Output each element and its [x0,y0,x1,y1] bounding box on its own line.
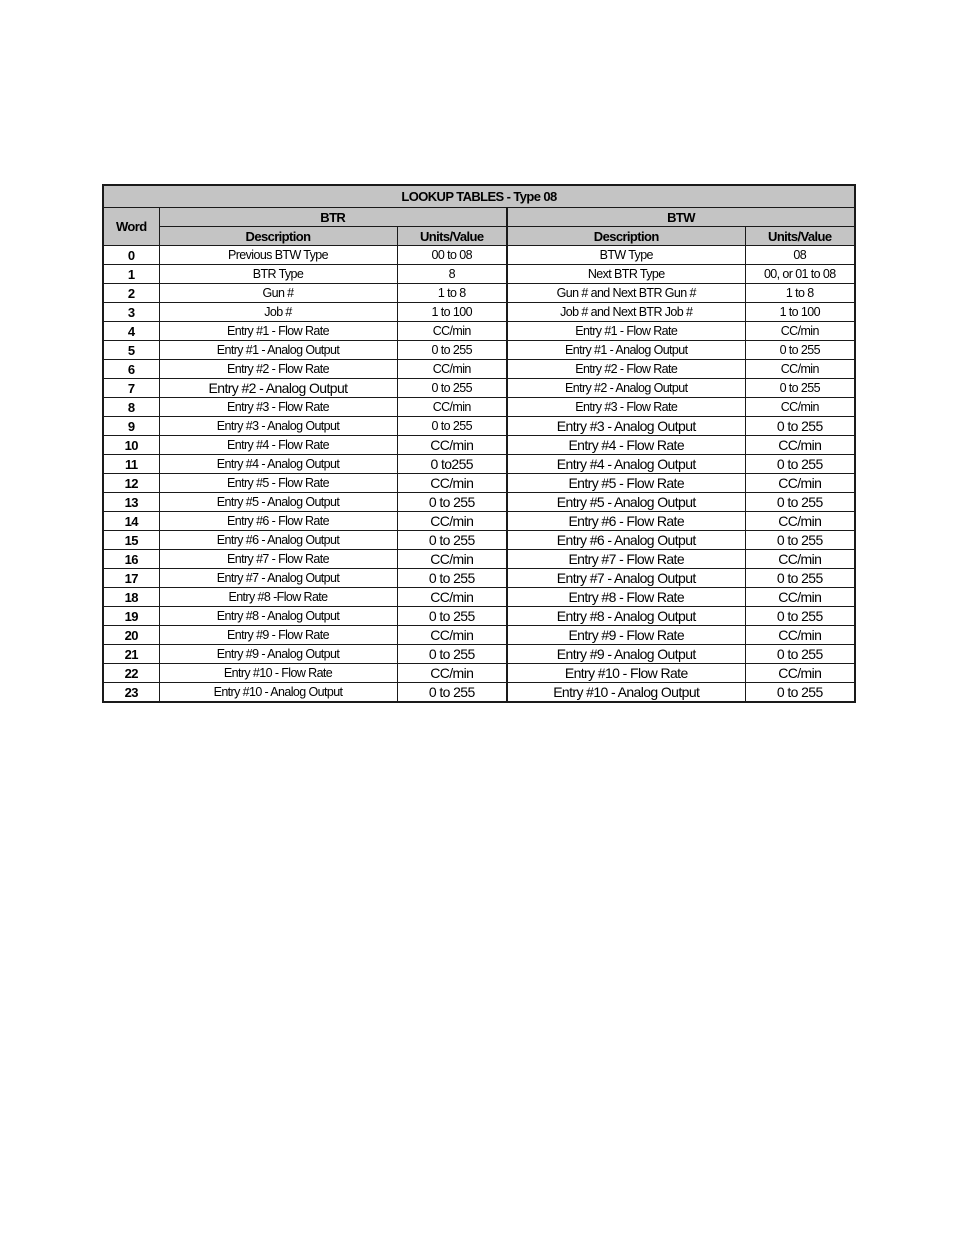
table-row [103,379,855,398]
table-row [103,341,855,360]
btr-description-cell: Job # [159,303,397,322]
btw-description-cell: Entry #10 - Analog Output [507,683,745,703]
btr-description-cell: Entry #6 - Analog Output [159,531,397,550]
btr-units-cell: CC/min [397,398,507,417]
word-cell: 11 [103,455,159,474]
btw-description-cell: Next BTR Type [507,265,745,284]
column-header-row [103,227,855,246]
table-row [103,493,855,512]
btr-description-cell: Entry #1 - Analog Output [159,341,397,360]
btr-description-cell: Entry #3 - Analog Output [159,417,397,436]
btw-description-cell: Entry #6 - Flow Rate [507,512,745,531]
table-row [103,512,855,531]
table-row [103,265,855,284]
table-row [103,455,855,474]
btr-units-cell: CC/min [397,322,507,341]
btr-description-cell: Entry #10 - Flow Rate [159,664,397,683]
btw-units-cell: 08 [745,246,855,265]
btr-description-cell: Entry #7 - Analog Output [159,569,397,588]
word-cell: 12 [103,474,159,493]
btr-description-cell: Entry #9 - Analog Output [159,645,397,664]
table-body [103,246,855,703]
btr-units-cell: 0 to 255 [397,417,507,436]
btr-description-cell: BTR Type [159,265,397,284]
table-row [103,246,855,265]
word-cell: 21 [103,645,159,664]
table-row [103,588,855,607]
btr-description-cell: Entry #8 - Analog Output [159,607,397,626]
table-row [103,626,855,645]
btr-description-cell: Entry #7 - Flow Rate [159,550,397,569]
btw-description-cell: Entry #3 - Flow Rate [507,398,745,417]
btw-description-cell: Entry #2 - Flow Rate [507,360,745,379]
btw-units-cell: 00, or 01 to 08 [745,265,855,284]
table-row [103,284,855,303]
btr-units-cell: 0 to 255 [397,493,507,512]
word-cell: 6 [103,360,159,379]
btr-units-cell: 0 to 255 [397,645,507,664]
table-row [103,569,855,588]
btr-description-cell: Entry #8 -Flow Rate [159,588,397,607]
word-cell: 15 [103,531,159,550]
word-cell: 22 [103,664,159,683]
btr-units-cell: 0 to 255 [397,683,507,703]
btw-units-cell: CC/min [745,360,855,379]
btw-description-cell: Entry #9 - Analog Output [507,645,745,664]
btr-units-cell: CC/min [397,626,507,645]
btr-units-cell: 0 to 255 [397,607,507,626]
btw-description-cell: Entry #3 - Analog Output [507,417,745,436]
btw-description-cell: Entry #1 - Flow Rate [507,322,745,341]
btr-units-cell: CC/min [397,550,507,569]
btw-description-cell: Entry #1 - Analog Output [507,341,745,360]
btw-units-cell: CC/min [745,322,855,341]
btr-description-cell: Entry #9 - Flow Rate [159,626,397,645]
btr-description-cell: Entry #4 - Flow Rate [159,436,397,455]
btr-description-cell: Entry #6 - Flow Rate [159,512,397,531]
btw-description-cell: Entry #4 - Analog Output [507,455,745,474]
btr-description-cell: Entry #2 - Analog Output [159,379,397,398]
btr-units-header: Units/Value [397,227,507,246]
btw-description-cell: Entry #7 - Flow Rate [507,550,745,569]
word-cell: 1 [103,265,159,284]
btr-description-cell: Entry #10 - Analog Output [159,683,397,703]
btw-units-cell: CC/min [745,512,855,531]
btw-description-header: Description [507,227,745,246]
btw-units-cell: CC/min [745,626,855,645]
lookup-table [102,184,856,703]
btw-description-cell: Entry #10 - Flow Rate [507,664,745,683]
btr-units-cell: CC/min [397,664,507,683]
btw-group-header: BTW [507,208,855,227]
btr-description-cell: Entry #2 - Flow Rate [159,360,397,379]
btw-units-cell: CC/min [745,474,855,493]
btw-description-cell: Entry #4 - Flow Rate [507,436,745,455]
word-cell: 23 [103,683,159,703]
table-row [103,303,855,322]
btw-units-cell: 1 to 100 [745,303,855,322]
table-row [103,683,855,703]
word-cell: 7 [103,379,159,398]
btw-description-cell: BTW Type [507,246,745,265]
btw-description-cell: Entry #6 - Analog Output [507,531,745,550]
table-row [103,607,855,626]
btr-units-cell: 1 to 100 [397,303,507,322]
word-cell: 16 [103,550,159,569]
btw-units-header: Units/Value [745,227,855,246]
btw-units-cell: CC/min [745,664,855,683]
table-row [103,531,855,550]
btr-group-header: BTR [159,208,507,227]
btr-units-cell: 0 to 255 [397,531,507,550]
btr-units-cell: 0 to 255 [397,569,507,588]
table-row [103,417,855,436]
btw-description-cell: Gun # and Next BTR Gun # [507,284,745,303]
btw-units-cell: 0 to 255 [745,645,855,664]
btw-units-cell: CC/min [745,550,855,569]
btw-units-cell: 0 to 255 [745,493,855,512]
btw-units-cell: 0 to 255 [745,379,855,398]
btr-units-cell: 00 to 08 [397,246,507,265]
btw-units-cell: 0 to 255 [745,531,855,550]
table-row [103,436,855,455]
word-cell: 9 [103,417,159,436]
word-cell: 18 [103,588,159,607]
btr-description-cell: Entry #3 - Flow Rate [159,398,397,417]
btw-units-cell: CC/min [745,588,855,607]
btw-units-cell: CC/min [745,436,855,455]
btr-units-cell: CC/min [397,474,507,493]
btw-description-cell: Entry #7 - Analog Output [507,569,745,588]
word-cell: 5 [103,341,159,360]
btr-description-header: Description [159,227,397,246]
word-cell: 20 [103,626,159,645]
word-column-header: Word [103,208,159,246]
btw-description-cell: Job # and Next BTR Job # [507,303,745,322]
btr-units-cell: CC/min [397,512,507,531]
word-cell: 19 [103,607,159,626]
btr-units-cell: 0 to255 [397,455,507,474]
table-row [103,360,855,379]
btw-description-cell: Entry #5 - Analog Output [507,493,745,512]
btr-units-cell: CC/min [397,360,507,379]
table-row [103,474,855,493]
btw-units-cell: 0 to 255 [745,569,855,588]
word-cell: 4 [103,322,159,341]
btr-description-cell: Gun # [159,284,397,303]
btr-description-cell: Entry #4 - Analog Output [159,455,397,474]
btr-units-cell: CC/min [397,588,507,607]
table-row [103,322,855,341]
word-cell: 3 [103,303,159,322]
btw-description-cell: Entry #5 - Flow Rate [507,474,745,493]
word-cell: 0 [103,246,159,265]
group-header-row [103,208,855,227]
word-cell: 17 [103,569,159,588]
table-row [103,550,855,569]
btr-units-cell: 0 to 255 [397,379,507,398]
word-cell: 13 [103,493,159,512]
word-cell: 14 [103,512,159,531]
table-title-row [103,185,855,208]
table-row [103,645,855,664]
btr-units-cell: 8 [397,265,507,284]
btw-description-cell: Entry #9 - Flow Rate [507,626,745,645]
word-cell: 10 [103,436,159,455]
word-cell: 2 [103,284,159,303]
btr-units-cell: 0 to 255 [397,341,507,360]
table-title: LOOKUP TABLES - Type 08 [103,185,855,208]
word-cell: 8 [103,398,159,417]
btw-units-cell: 0 to 255 [745,455,855,474]
btw-units-cell: 1 to 8 [745,284,855,303]
btr-description-cell: Entry #1 - Flow Rate [159,322,397,341]
table-row [103,398,855,417]
btw-units-cell: 0 to 255 [745,607,855,626]
btw-units-cell: 0 to 255 [745,417,855,436]
btw-units-cell: CC/min [745,398,855,417]
btr-units-cell: 1 to 8 [397,284,507,303]
table-row [103,664,855,683]
btw-units-cell: 0 to 255 [745,341,855,360]
btw-description-cell: Entry #2 - Analog Output [507,379,745,398]
btr-description-cell: Entry #5 - Analog Output [159,493,397,512]
btr-description-cell: Previous BTW Type [159,246,397,265]
btw-description-cell: Entry #8 - Flow Rate [507,588,745,607]
btr-description-cell: Entry #5 - Flow Rate [159,474,397,493]
btr-units-cell: CC/min [397,436,507,455]
btw-units-cell: 0 to 255 [745,683,855,703]
btw-description-cell: Entry #8 - Analog Output [507,607,745,626]
